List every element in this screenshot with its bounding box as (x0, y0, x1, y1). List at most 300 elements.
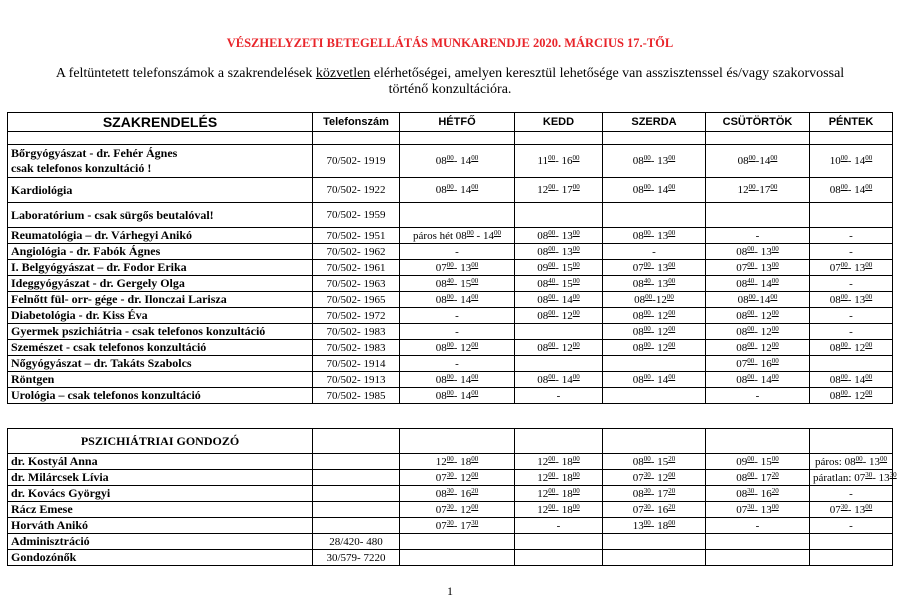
day-cell (515, 356, 603, 372)
spacer-cell (603, 132, 706, 145)
day-cell: - (810, 324, 893, 340)
time-end-minutes: 00 (865, 154, 873, 162)
time-start-minutes: 00 (747, 372, 755, 381)
time-end-minutes: 00 (471, 340, 479, 349)
time-end-minutes: 00 (771, 308, 779, 317)
time-end-minutes: 00 (666, 292, 674, 301)
time-start: 07 (632, 471, 644, 484)
time-end-minutes: 00 (771, 502, 779, 511)
day-cell (400, 228, 515, 244)
phone-cell (313, 518, 400, 534)
time-start-minutes: 40 (548, 276, 556, 285)
gondozo-header-row (8, 429, 893, 454)
time-start-minutes: 00 (747, 244, 755, 253)
phone-cell: 70/502- 1963 (313, 276, 400, 292)
time-end: - 12 (453, 341, 472, 354)
time-start: 08 (537, 293, 549, 306)
time-end-minutes: 00 (471, 276, 479, 285)
day-cell (810, 203, 893, 228)
time-start: 08 (537, 373, 549, 386)
time-end: - 13 (555, 245, 573, 258)
time-start-minutes: 00 (747, 260, 755, 269)
time-end-minutes: 00 (471, 454, 479, 463)
day-cell (706, 502, 810, 518)
time-end-minutes: 20 (471, 486, 479, 495)
day-cell (706, 470, 810, 486)
time-end-minutes: 00 (668, 518, 676, 527)
row-name-cell (8, 388, 313, 404)
phone-cell: 70/502- 1914 (313, 356, 400, 372)
day-cell (400, 178, 515, 203)
row-name: Kardiológia (11, 182, 73, 197)
time-start-minutes: 00 (446, 260, 454, 269)
table-row (8, 454, 893, 470)
time-end: - 13 (650, 229, 669, 242)
day-cell (810, 470, 897, 486)
time-start-minutes: 00 (840, 292, 848, 301)
table-row (8, 502, 893, 518)
day-cell: - (810, 228, 893, 244)
time-start-minutes: 40 (446, 276, 454, 285)
day-cell (515, 486, 603, 502)
time-start-minutes: 00 (548, 372, 556, 381)
time-end-minutes: 20 (771, 470, 779, 479)
row-name: Rácz Emese (11, 502, 73, 516)
time-end: - 14 (473, 229, 494, 242)
time-start: 08 (435, 487, 447, 500)
day-cell: - (810, 518, 893, 534)
time-end: - 18 (555, 471, 573, 484)
time-end-minutes: 00 (668, 154, 676, 162)
time-end: - 12 (754, 325, 772, 338)
time-start: 08 (435, 293, 447, 306)
time-end-minutes: 00 (771, 324, 779, 333)
time-end-minutes: 00 (771, 356, 779, 365)
time-start: 07 (435, 261, 447, 274)
day-cell (603, 388, 706, 404)
schedule-table (7, 112, 893, 404)
day-cell: - (400, 324, 515, 340)
row-name: Adminisztráció (11, 534, 90, 548)
time-end: - 14 (453, 373, 472, 386)
time-end-minutes: 00 (572, 292, 580, 301)
time-end-minutes: 00 (471, 502, 479, 511)
row-name: Gyermek pszichiátria - csak telefonos konzultáció (11, 324, 266, 338)
time-start: 08 (736, 309, 748, 322)
time-start-minutes: 00 (548, 308, 556, 317)
gondozo-heading: PSZICHIÁTRIAI GONDOZÓ (8, 429, 313, 454)
time-start: 12 (537, 184, 549, 196)
intro-after: elérhetőségei, amelyen keresztül lehetősége van asszisztenssel és/vagy szakorvossal történő konzultációra. (370, 66, 845, 97)
day-cell (706, 486, 810, 502)
row-name-cell (8, 340, 313, 356)
time-start-minutes: 00 (643, 518, 651, 527)
row-name-cell (8, 203, 313, 228)
day-cell (515, 470, 603, 486)
day-cell (603, 276, 706, 292)
time-end: - 17 (453, 519, 472, 532)
spacer-cell (706, 132, 810, 145)
day-cell (400, 292, 515, 308)
day-cell (515, 145, 603, 178)
day-cell (400, 486, 515, 502)
phone-cell: 70/502- 1951 (313, 228, 400, 244)
day-cell: - (706, 388, 810, 404)
time-end: -14 (755, 155, 771, 167)
time-start-minutes: 00 (855, 454, 863, 463)
time-start: 07 (435, 471, 447, 484)
day-cell (603, 145, 706, 178)
time-end: - 14 (453, 293, 472, 306)
day-cell (810, 454, 893, 470)
time-start: 08 (632, 455, 644, 468)
row-name: Gondozónők (11, 550, 77, 564)
time-end-minutes: 00 (770, 154, 778, 162)
day-cell (810, 260, 893, 276)
table-row (8, 178, 893, 203)
time-end-minutes: 00 (771, 244, 779, 253)
time-start: 08 (829, 373, 841, 386)
day-cell (400, 388, 515, 404)
time-start: 08 (634, 293, 646, 306)
day-cell (400, 203, 515, 228)
phone-cell (313, 454, 400, 470)
time-end-minutes: 00 (471, 183, 479, 191)
day-cell (603, 308, 706, 324)
time-start: 12 (537, 471, 549, 484)
time-end-minutes: 00 (572, 372, 580, 381)
time-end-minutes: 00 (668, 372, 676, 381)
time-start: páros hét 08 (413, 229, 467, 242)
table-row (8, 486, 893, 502)
time-start: 13 (632, 519, 644, 532)
time-start-minutes: 00 (643, 154, 651, 162)
time-end-minutes: 00 (471, 292, 479, 301)
time-start-minutes: 00 (840, 260, 848, 269)
day-cell (515, 324, 603, 340)
day-cell (603, 356, 706, 372)
time-end-minutes: 00 (471, 388, 479, 397)
table-row (8, 292, 893, 308)
time-start-minutes: 00 (643, 260, 651, 269)
time-start: 08 (632, 487, 644, 500)
time-end-minutes: 00 (865, 372, 873, 381)
time-start: 08 (435, 373, 447, 386)
time-start-minutes: 30 (865, 470, 873, 479)
day-cell (515, 260, 603, 276)
time-end-minutes: 00 (865, 260, 873, 269)
header-szakrendeles: SZAKRENDELÉS (8, 113, 313, 132)
time-end: - 13 (847, 293, 866, 306)
day-cell (706, 454, 810, 470)
row-name-cell (8, 518, 313, 534)
time-start: 08 (632, 229, 644, 242)
time-start-minutes: 00 (643, 454, 651, 463)
day-cell: - (515, 518, 603, 534)
table-row (8, 260, 893, 276)
time-start-minutes: 00 (548, 292, 556, 301)
time-end-minutes: 00 (471, 154, 479, 162)
row-name-cell (8, 276, 313, 292)
time-start-minutes: 00 (747, 340, 755, 349)
table-row (8, 356, 893, 372)
day-cell (515, 228, 603, 244)
time-end-minutes: 00 (668, 260, 676, 269)
table-row (8, 324, 893, 340)
time-start-minutes: 00 (748, 183, 756, 191)
time-end: - 16 (650, 503, 669, 516)
time-end: - 17 (650, 487, 669, 500)
time-start-minutes: 00 (548, 183, 556, 191)
time-start: 08 (829, 341, 841, 354)
time-end-minutes: 00 (572, 276, 580, 285)
day-cell (603, 470, 706, 486)
time-end: - 12 (650, 341, 669, 354)
day-cell (400, 550, 515, 566)
time-start: 08 (632, 155, 644, 167)
table-row (8, 550, 893, 566)
time-start-minutes: 00 (446, 340, 454, 349)
day-cell (400, 372, 515, 388)
phone-cell: 70/502- 1985 (313, 388, 400, 404)
time-start: 08 (829, 293, 841, 306)
time-end: - 14 (453, 184, 472, 196)
time-end: - 18 (650, 519, 669, 532)
time-start: 08 (632, 277, 644, 290)
phone-cell (313, 502, 400, 518)
time-end: - 13 (650, 261, 669, 274)
time-end: - 18 (555, 455, 573, 468)
time-start-minutes: 30 (840, 502, 848, 511)
table-row (8, 372, 893, 388)
document-title: VÉSZHELYZETI BETEGELLÁTÁS MUNKARENDJE 2020. MÁRCIUS 17.-TŐL (226, 36, 674, 50)
time-start: 08 (435, 184, 447, 196)
spacer-cell (8, 132, 313, 145)
time-start-minutes: 00 (446, 183, 454, 191)
time-start: 09 (736, 455, 748, 468)
row-name: Nőgyógyászat – dr. Takáts Szabolcs (11, 356, 192, 370)
time-start-minutes: 00 (747, 324, 755, 333)
row-name-cell (8, 228, 313, 244)
day-cell: - (810, 486, 893, 502)
row-name-cell (8, 534, 313, 550)
time-start-minutes: 00 (548, 340, 556, 349)
row-name-cell (8, 292, 313, 308)
day-cell (603, 550, 706, 566)
time-end-minutes: 00 (865, 183, 873, 191)
time-end: - 12 (650, 325, 669, 338)
time-start: 12 (435, 455, 447, 468)
phone-cell: 70/502- 1913 (313, 372, 400, 388)
time-start: 08 (736, 341, 748, 354)
day-cell (603, 372, 706, 388)
time-start: 12 (537, 503, 549, 516)
day-cell: - (810, 308, 893, 324)
time-start: 08 (829, 389, 841, 402)
phone-cell: 70/502- 1965 (313, 292, 400, 308)
day-cell: - (810, 244, 893, 260)
time-start-minutes: 30 (446, 470, 454, 479)
time-end-minutes: 00 (572, 308, 580, 317)
time-start-minutes: 00 (643, 308, 651, 317)
time-start: 08 (736, 373, 748, 386)
time-end: - 18 (555, 503, 573, 516)
row-name-cell (8, 454, 313, 470)
time-end: - 17 (555, 184, 573, 196)
day-cell: - (810, 276, 893, 292)
day-cell (400, 454, 515, 470)
time-start-minutes: 30 (643, 470, 651, 479)
day-cell (603, 518, 706, 534)
time-start-minutes: 30 (643, 486, 651, 495)
time-end-minutes: 00 (865, 292, 873, 301)
day-cell (515, 244, 603, 260)
time-end: - 16 (754, 487, 772, 500)
time-end-minutes: 00 (668, 324, 676, 333)
day-cell (515, 292, 603, 308)
time-start-minutes: 30 (747, 502, 755, 511)
table-row (8, 145, 893, 178)
day-cell (810, 388, 893, 404)
time-start-minutes: 00 (643, 183, 651, 191)
time-end-minutes: 00 (865, 502, 873, 511)
phone-cell: 70/502- 1983 (313, 324, 400, 340)
day-cell (603, 534, 706, 550)
time-end-minutes: 00 (668, 308, 676, 317)
row-name: Reumatológia – dr. Várhegyi Anikó (11, 228, 193, 242)
time-end-minutes: 00 (770, 292, 778, 301)
time-start-minutes: 00 (446, 292, 454, 301)
time-start-minutes: 00 (446, 454, 454, 463)
day-cell (706, 308, 810, 324)
time-end-minutes: 00 (471, 372, 479, 381)
header-monday: HÉTFŐ (400, 113, 515, 132)
day-cell (706, 324, 810, 340)
time-start: 08 (632, 341, 644, 354)
row-name-note: csak telefonos konzultáció ! (11, 161, 152, 175)
day-cell (706, 534, 810, 550)
row-name-cell (8, 486, 313, 502)
row-name: Horváth Anikó (11, 518, 89, 532)
time-start: 07 (736, 261, 748, 274)
row-name: dr. Milárcsek Lívia (11, 470, 109, 484)
time-start: 07 (829, 503, 841, 516)
phone-cell: 70/502- 1962 (313, 244, 400, 260)
schedule-header-row (8, 113, 893, 132)
time-start-minutes: 00 (643, 324, 651, 333)
time-end: -14 (755, 293, 771, 306)
time-start-minutes: 00 (643, 372, 651, 381)
day-cell (400, 340, 515, 356)
day-cell (515, 308, 603, 324)
day-cell (810, 502, 893, 518)
time-end: - 14 (754, 373, 772, 386)
time-start: 08 (435, 341, 447, 354)
time-start-minutes: 00 (840, 388, 848, 397)
time-end: - 12 (555, 309, 573, 322)
header-phone: Telefonszám (313, 113, 400, 132)
time-start: 08 (736, 245, 748, 258)
row-name: Laboratórium - csak sürgős beutalóval! (11, 207, 214, 222)
time-end: - 15 (453, 277, 472, 290)
page-number: 1 (447, 584, 453, 598)
time-start-minutes: 00 (446, 154, 454, 162)
time-end-minutes: 00 (572, 228, 580, 237)
day-cell (706, 276, 810, 292)
phone-cell: 30/579- 7220 (313, 550, 400, 566)
row-name: dr. Kostyál Anna (11, 454, 98, 468)
row-name: dr. Kovács Györgyi (11, 486, 111, 500)
time-start-minutes: 00 (748, 292, 756, 301)
time-end: - 13 (754, 503, 772, 516)
time-end-minutes: 00 (572, 244, 580, 253)
header-tuesday: KEDD (515, 113, 603, 132)
time-start-minutes: 00 (466, 228, 474, 237)
time-end: - 17 (754, 471, 772, 484)
time-end-minutes: 00 (493, 228, 501, 237)
time-start-minutes: 00 (840, 372, 848, 381)
time-end: - 12 (847, 389, 866, 402)
row-name: Felnőtt fül- orr- gége - dr. Ilonczai Larisza (11, 292, 227, 306)
time-end-minutes: 00 (668, 228, 676, 237)
time-start-minutes: 00 (446, 372, 454, 381)
gondozo-header-cell (603, 429, 706, 454)
row-name: Diabetológia - dr. Kiss Éva (11, 308, 148, 322)
time-start-minutes: 00 (548, 486, 556, 495)
time-start: 08 (632, 309, 644, 322)
day-cell (603, 486, 706, 502)
time-end: - 12 (650, 471, 669, 484)
day-cell (515, 178, 603, 203)
time-start-minutes: 00 (645, 292, 653, 301)
day-cell (400, 260, 515, 276)
day-cell (515, 276, 603, 292)
time-end-minutes: 00 (572, 454, 580, 463)
day-cell (603, 340, 706, 356)
day-cell: - (400, 244, 515, 260)
spacer-cell (515, 132, 603, 145)
time-end: - 15 (754, 455, 772, 468)
day-cell: - (515, 388, 603, 404)
time-end: - 14 (453, 389, 472, 402)
time-end: - 13 (555, 229, 573, 242)
time-end-minutes: 00 (572, 470, 580, 479)
time-end: - 13 (650, 155, 669, 167)
phone-cell (313, 486, 400, 502)
time-end: - 15 (650, 455, 669, 468)
time-end: - 13 (650, 277, 669, 290)
time-start: 12 (537, 487, 549, 500)
time-end-minutes: 00 (668, 340, 676, 349)
time-end-minutes: 20 (771, 486, 779, 495)
row-name: Szemészet - csak telefonos konzultáció (11, 340, 207, 354)
phone-cell: 28/420- 480 (313, 534, 400, 550)
time-end: - 14 (453, 155, 472, 167)
time-end-minutes: 00 (572, 260, 580, 269)
time-end: - 13 (754, 245, 772, 258)
table-row (8, 518, 893, 534)
day-cell (706, 550, 810, 566)
table-row (8, 470, 893, 486)
time-end-minutes: 00 (668, 470, 676, 479)
time-start: 08 (435, 277, 447, 290)
gondozo-header-cell (313, 429, 400, 454)
header-wednesday: SZERDA (603, 113, 706, 132)
time-start: 12 (537, 455, 549, 468)
time-end: -17 (755, 184, 771, 196)
day-cell (706, 356, 810, 372)
day-cell (810, 340, 893, 356)
